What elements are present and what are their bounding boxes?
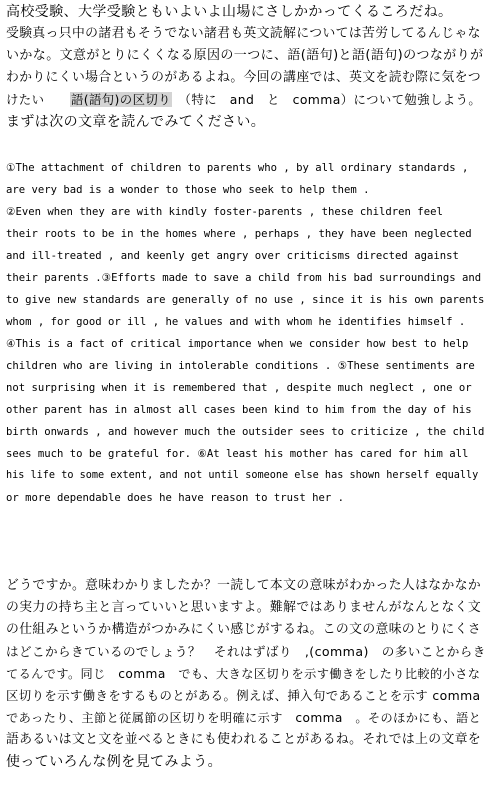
- passage-line: his life to some extent, and not until someone else has shown herself equally: [6, 470, 479, 481]
- intro-line: 高校受験、大学受験ともいよいよ山場にさしかかってくるころだね。: [6, 4, 453, 20]
- discussion-line: どうですか。意味わかりましたか？一読して本文の意味がわかった人はなかなか: [6, 578, 482, 593]
- passage-line: ④This is a fact of critical importance when we consider how best to help: [6, 338, 469, 350]
- discussion-line: てるんです。同じ comma でも、大きな区切りを示す働きをしたり比較的小さな: [6, 667, 481, 681]
- discussion-line: はどこからきているのでしょう？ それはずばり ,(comma) の多いことからき: [6, 644, 486, 659]
- passage-line: birth onwards , and however much the outsider sees to criticize , the child: [6, 426, 485, 438]
- passage-line: children who are living in intolerable conditions . ⑤These sentiments are: [6, 360, 475, 372]
- intro-line: いかな。文意がとりにくくなる原因の一つに、語(語句)と語(語句)のつながりが: [6, 48, 484, 63]
- passage-line: or more dependable does he have reason to trust her .: [6, 492, 345, 504]
- passage-line: ②Even when they are with kindly foster-parents , these children feel: [6, 206, 443, 218]
- discussion-line: の実力の持ち主と言っていいと思いますよ。難解ではありませんがなんとなく文: [6, 600, 482, 615]
- discussion-line: の仕組みというか構造がつかみにくい感じがするね。この文の意味のとりにくさ: [6, 622, 482, 637]
- passage-line: are very bad is a wonder to those who seek to help them .: [6, 184, 370, 196]
- passage-line: whom , for good or ill , he values and with whom he identifies himself .: [6, 316, 466, 328]
- discussion-line: 区切りを示す働きをするものとがある。例えば、挿入句であることを示す comma: [6, 688, 481, 703]
- passage-line: and ill-treated , and keenly get angry over criticisms directed against: [6, 250, 459, 262]
- passage-line: ①The attachment of children to parents who , by all ordinary standards ,: [6, 162, 469, 174]
- intro-text: けたい: [6, 92, 70, 107]
- intro-line: 受験真っ只中の諸君もそうでない諸君も英文読解については苦労してるんじゃな: [6, 26, 481, 41]
- intro-line: [6, 90, 486, 110]
- discussion-line: 使っていろんな例を見てみよう。: [6, 754, 222, 770]
- discussion-line: であったり、主節と従属節の区切りを明確に示す comma 。そのほかにも、語と: [6, 711, 482, 725]
- intro-line: わかりにくい場合というのがあるよね。今回の講座では、英文を読む際に気をつ: [6, 70, 482, 85]
- passage-line: to give new standards are generally of no use , since it is his own parents: [6, 294, 485, 306]
- intro-text: （特に and と comma）について勉強しよう。: [171, 92, 482, 107]
- passage-line: not surprising when it is remembered that , despite much neglect , one or: [6, 382, 472, 394]
- passage-line: their roots to be in the homes where , perhaps , they have been neglected: [6, 228, 472, 240]
- intro-line: まずは次の文章を読んでみてください。: [6, 114, 266, 130]
- passage-line: other parent has in almost all cases been kind to him from the day of his: [6, 404, 472, 416]
- passage-line: sees much to be grateful for. ⑥At least his mother has cared for him all: [6, 448, 469, 460]
- passage-line: their parents .③Efforts made to save a child from his bad surroundings and: [6, 272, 482, 284]
- highlighted-term: 語(語句)の区切り: [70, 92, 171, 107]
- discussion-line: 語あるいは文と文を並べるときにも使われることがあるね。それでは上の文章を: [6, 732, 482, 747]
